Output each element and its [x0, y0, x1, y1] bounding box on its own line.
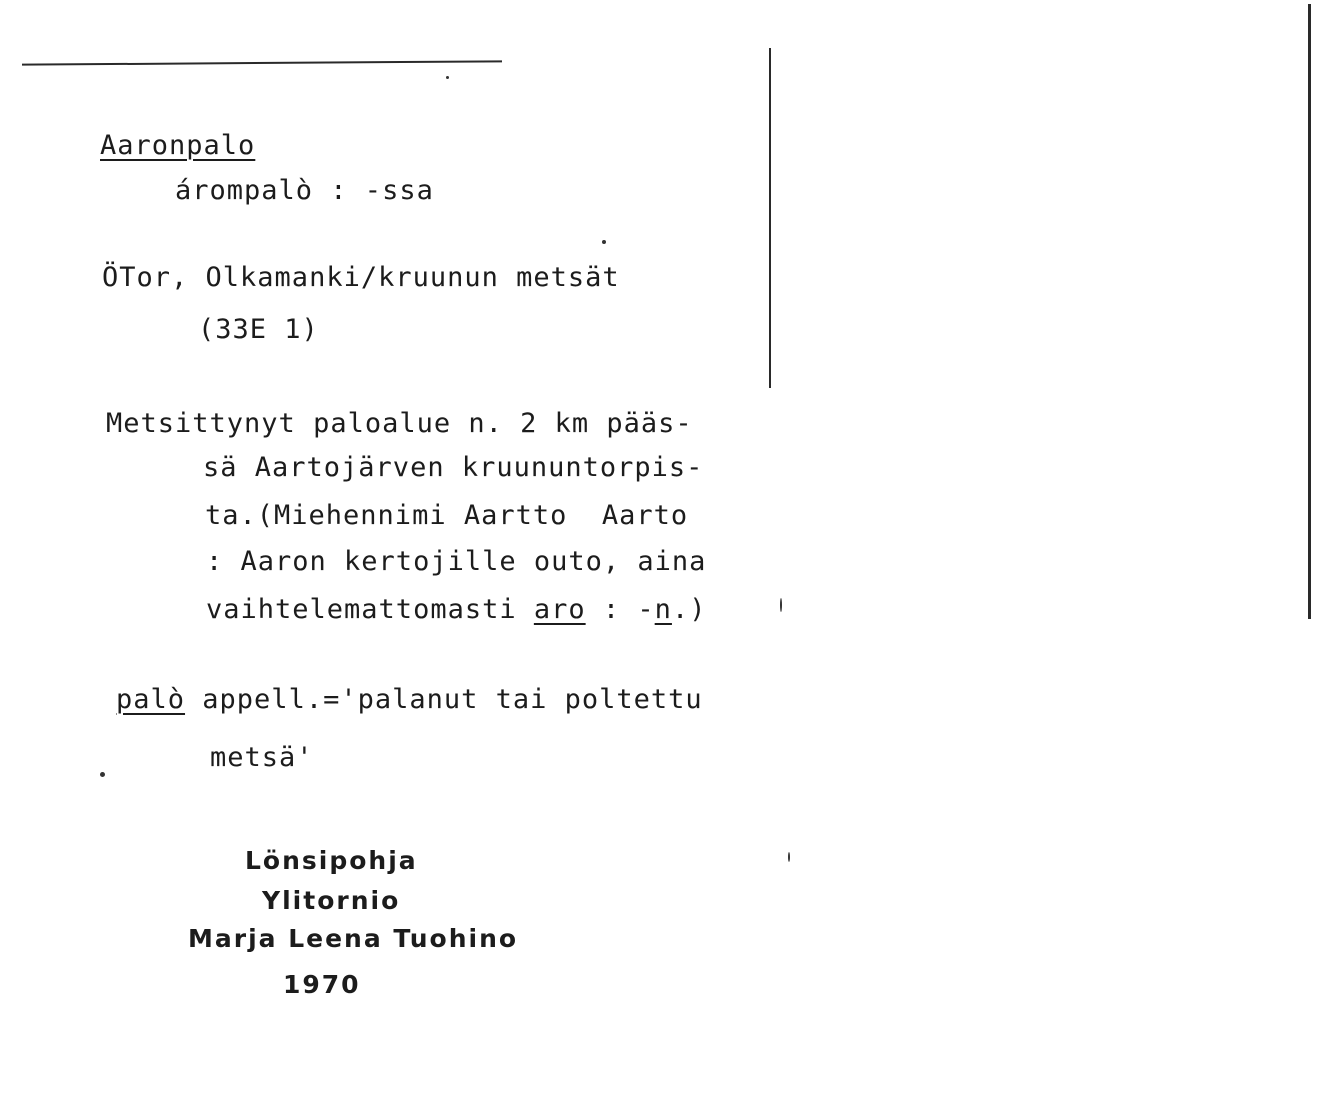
- underlined-suffix-n: n: [654, 594, 672, 625]
- scan-speck: [602, 240, 606, 244]
- stamp-year: 1970: [283, 970, 361, 999]
- stamp-parish: Ylitornio: [262, 886, 401, 915]
- description-line-5-prefix: vaihtelemattomasti: [206, 594, 534, 625]
- headword: Aaronpalo: [100, 130, 256, 161]
- scan-speck: [446, 76, 449, 79]
- description-line-4: : Aaron kertojille outo, aina: [206, 546, 707, 577]
- description-line-2: sä Aartojärven kruununtorpis-: [203, 452, 704, 483]
- top-rule: [22, 60, 502, 65]
- appellative-line: [116, 684, 703, 715]
- scan-speck: [100, 772, 105, 777]
- description-line-5: [206, 594, 706, 625]
- appellative-definition: appell.='palanut tai poltettu: [185, 684, 703, 715]
- right-edge-rule: [1308, 4, 1311, 619]
- description-line-3: ta.(Miehennimi Aartto Aarto: [205, 500, 689, 531]
- underlined-word-aro: aro: [533, 594, 586, 625]
- description-line-5-mid: : -: [585, 594, 655, 625]
- scan-speck: [780, 598, 782, 612]
- description-line-5-suffix: .): [671, 594, 707, 625]
- stamp-collector: Marja Leena Tuohino: [188, 924, 519, 953]
- appellative-continuation: metsä': [210, 742, 314, 773]
- scan-speck: [788, 852, 790, 862]
- pronunciation: árompalò : -ssa: [175, 175, 434, 206]
- appellative-word: palò: [116, 684, 186, 715]
- stamp-region: Lönsipohja: [245, 846, 418, 875]
- description-line-1: Metsittynyt paloalue n. 2 km pääs-: [106, 408, 693, 439]
- column-rule: [769, 48, 771, 388]
- location-line: ÖTor, Olkamanki/kruunun metsät: [102, 262, 620, 293]
- map-reference: (33E 1): [198, 314, 319, 345]
